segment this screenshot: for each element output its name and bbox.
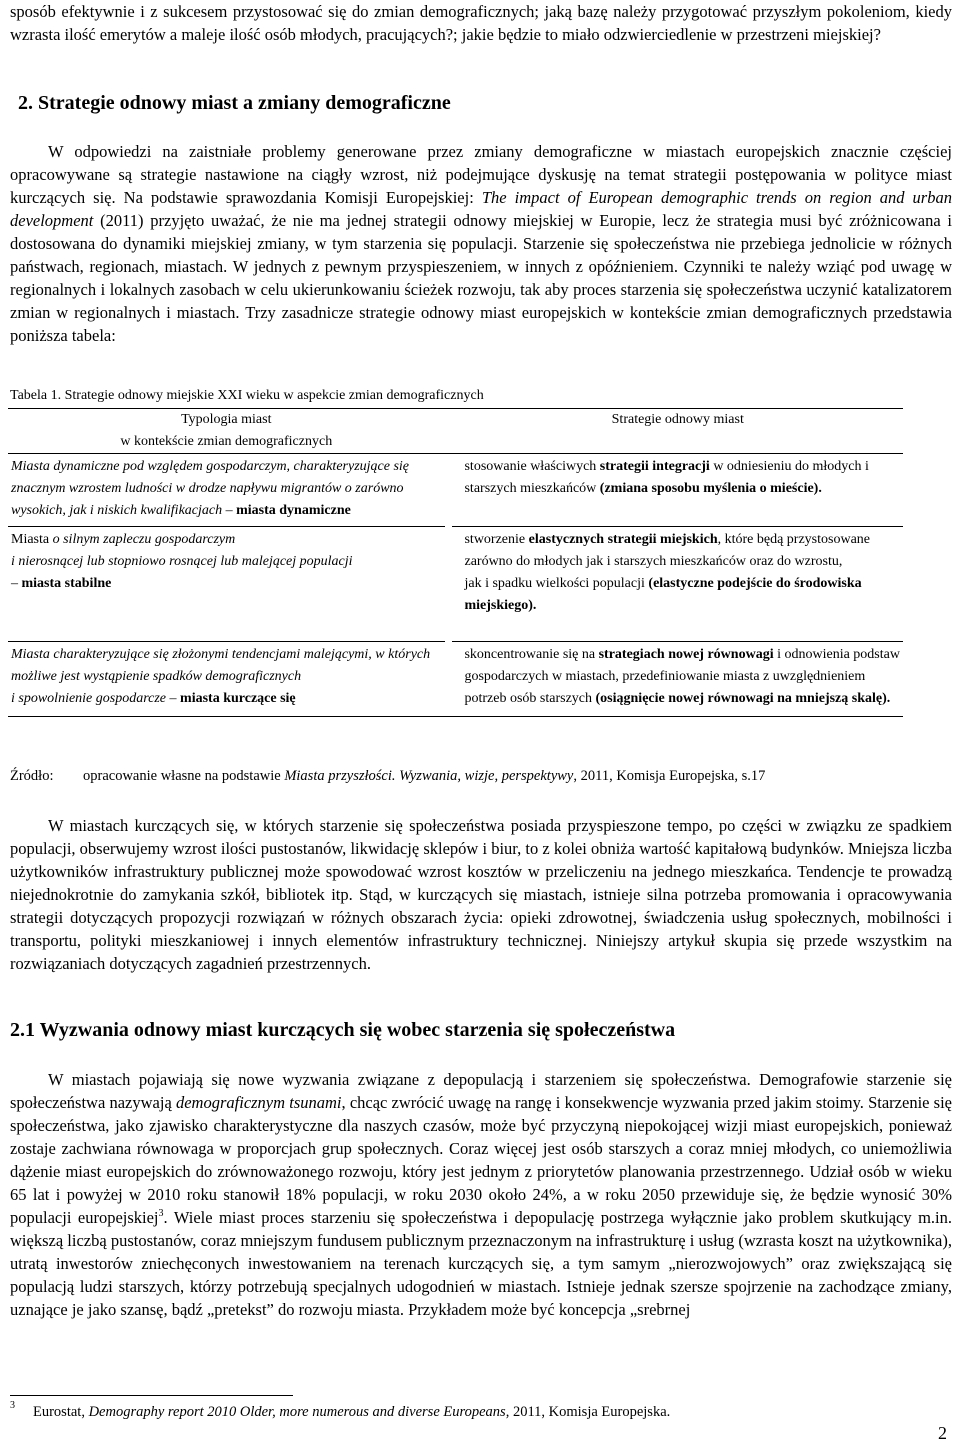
- section-2-1-paragraph: [10, 1068, 952, 1321]
- row-1-strategy-bold-2: (zmiana sposobu myślenia o mieście).: [599, 481, 822, 496]
- report-title: The impact of European demographic trends on region and urban development: [10, 188, 952, 230]
- row-3-typology-italic: Miasta charakteryzujące się złożonymi tendencjami malejącymi, w których możliwe jest wystąpienie spadków demograficznych: [11, 647, 431, 684]
- row-2-typology-italic-2: i nierosnącej lub stopniowo rosnącej lub malejącej populacji: [11, 554, 353, 569]
- column-gap: [445, 409, 453, 454]
- row-3-strategy-bold-1: strategiach nowej równowagi: [598, 647, 774, 662]
- row-1-typology-italic: Miasta dynamiczne pod względem gospodarczym, charakteryzujące się znacznym wzrostem ludności w drodze napływu migrantów o zarówno wysokich, jak i niskich kwalifikacjach: [11, 459, 410, 518]
- table-row: [8, 642, 903, 717]
- section-2-1-heading: 2.1 Wyzwania odnowy miast kurczących się wobec starzenia się społeczeństwa: [10, 1019, 676, 1041]
- row-2-typology-text: Miasta: [11, 532, 53, 547]
- row-2-strategy-bold-2: (elastyczne podejście do środowiska miejskiego).: [464, 576, 862, 613]
- row-2-strategy-text-1: stworzenie: [464, 532, 529, 547]
- source-title: Miasta przyszłości. Wyzwania, wizje, perspektywy: [284, 768, 574, 784]
- section-2-1-text-c: . Wiele miast proces starzeniu się społeczeństwa i depopulację postrzega wyłącznie jako problem skutkujący m.in. większą liczbą pustostanów, coraz mniejszym fundusem publicznym przeznaczonym na infrastrukturę i usług (wzrasta koszt na użytkownika), utratą inwestorów zniechęconych inwestowaniem na terenach kurczących się, a tym samym „nierozwojowych” oraz zwiększającą się populacją ludzi starszych, którzy potrzebują specjalnych udogodnień w miastach. Istnieje jednak szersze spojrzenie na zachodzące zmiany, uznające je jako szansę, bądź „pretekst” do rozwoju miasta. Przykładem może być koncepcja „srebrnej: [10, 1208, 952, 1319]
- footnote-text-1: Eurostat,: [33, 1404, 89, 1420]
- shrinking-cities-paragraph: W miastach kurczących się, w których starzenie się społeczeństwa posiada przyspieszone tempo, po części w związku ze spadkiem populacji, obserwujemy wzrost ilości pustostanów, likwidację sklepów i biur, to z kolei obniża wartość kapitałową budynków. Mniejsza liczba użytkowników infrastruktury publicznej może spowodować wzrost kosztów w przeliczeniu na jednego mieszkańca. Tendencje te prowadzą niejednokrotnie do zamykania szkół, bibliotek itp. Stąd, w kurczących się miastach, istnieje silna potrzeba promowania i opracowywania strategii dotyczących propozycji rozwiązań w różnych obszarach życia: opieki zdrowotnej, świadczenia usług społecznych, mobilności i transportu, polityki mieszkaniowej i innych elementów infrastruktury technicznej. Niniejszy artykuł skupia się przede wszystkim na rozwiązaniach dotyczących zagadnień przestrzennych.: [10, 816, 952, 973]
- row-3-typology-italic-2: i spowolnienie gospodarcze: [11, 691, 167, 706]
- section-2-text-a: W odpowiedzi na zaistniałe problemy generowane przez zmiany demograficzne w miastach europejskich znacznie częściej opracowywane są strategie nastawione na ciągły wzrost, niż podejmujące dyskusję na temat strategii postępowania w polityce miast kurczących się.: [10, 142, 952, 207]
- footnote-title: Demography report 2010 Older, more numerous and diverse Europeans: [88, 1404, 506, 1420]
- row-2-strategy: [452, 527, 903, 642]
- footnote-number: 3: [10, 1400, 15, 1411]
- column-header-strategies: Strategie odnowy miast: [452, 409, 903, 454]
- source-text-2: , 2011, Komisja Europejska, s.17: [573, 768, 766, 784]
- row-1-typology: [8, 454, 445, 527]
- footnote-text-2: , 2011, Komisja Europejska.: [505, 1404, 671, 1420]
- strategies-table: [8, 408, 903, 717]
- footnote: [10, 1402, 670, 1422]
- section-2-heading: 2. Strategie odnowy miast a zmiany demograficzne: [18, 92, 451, 114]
- row-2-strategy-bold-1: elastycznych strategii miejskich: [528, 532, 718, 547]
- row-2-dash: –: [11, 576, 22, 591]
- row-1-strategy-text-1: stosowanie właściwych: [464, 459, 600, 474]
- section-2-paragraph: [10, 140, 952, 347]
- section-2-1-text-b: , chcąc zwrócić uwagę na rangę i konsekwencje wyzwania przed jakim stoimy. Starzenie się społeczeństwa, jako zjawisko charakterystyczne dla naszych czasów, może być przyczyną niepokojącej wizji miast europejskich, ponieważ zostaje zachwiana równowaga w proporcjach grup społecznych. Coraz więcej jest osób starszych a coraz mniej młodych, co uniemożliwia dążenie miast europejskich do zrównoważonego rozwoju, który jest jednym z priorytetów planowania przestrzennego. Udział osób w wieku 65 lat i powyżej w 2010 roku stanowił 18% populacji, w roku 2030 około 24%, a w roku 2050 przewiduje się, że będzie wynosić 30% populacji europejskiej: [10, 1093, 952, 1227]
- row-2-typology: [8, 527, 445, 642]
- source-label: Źródło:: [10, 768, 54, 784]
- row-2-strategy-text-3: jak i spadku wielkości populacji: [464, 576, 649, 591]
- source-text-1: opracowanie własne na podstawie: [83, 768, 285, 784]
- page-number: 2: [938, 1423, 947, 1443]
- row-3-city-type: miasta kurczące się: [180, 691, 296, 706]
- table-row: [8, 454, 903, 527]
- row-1-dash: –: [222, 503, 237, 518]
- row-1-strategy: [452, 454, 903, 527]
- row-3-strategy-text-1: skoncentrowanie się na: [464, 647, 599, 662]
- row-1-city-type: miasta dynamiczne: [236, 503, 351, 518]
- table-header-row: [8, 409, 903, 454]
- footnote-divider: [10, 1395, 293, 1396]
- column-header-typology-line1: Typologia miast: [181, 412, 272, 427]
- intro-paragraph: [10, 0, 952, 46]
- table-source: [10, 766, 765, 786]
- row-gap: [445, 454, 453, 527]
- section-2-text-b: Na podstawie sprawozdania Komisji Europejskiej:: [115, 188, 482, 207]
- row-3-strategy-text-2: i odnowienia podstaw gospodarczych w miastach, przedefiniowanie miasta z uwzględnieniem potrzeb osób starszych: [464, 647, 900, 706]
- row-2-typology-italic: o silnym zapleczu gospodarczym: [52, 532, 236, 547]
- row-gap: [445, 642, 453, 717]
- demographic-tsunami-term: demograficznym tsunami: [175, 1093, 342, 1112]
- intro-text: sposób efektywnie i z sukcesem przystosować się do zmian demograficznych; jaką bazę należy przygotować przyszłym pokoleniom, kiedy wzrasta ilość emerytów a maleje ilość osób młodych, pracujących?; jakie będzie to miało odzwierciedlenie w przestrzeni miejskiej?: [10, 2, 952, 44]
- footnote-reference[interactable]: 3: [158, 1208, 164, 1219]
- row-gap: [445, 527, 453, 642]
- row-1-strategy-bold-1: strategii integracji: [599, 459, 710, 474]
- row-3-dash: –: [166, 691, 181, 706]
- row-2-strategy-text-2: , które będą przystosowane zarówno do młodych jak i starszych mieszkańców oraz do wzrostu,: [464, 532, 871, 569]
- row-3-strategy-bold-2: (osiągnięcie nowej równowagi na mniejszą skalę).: [595, 691, 891, 706]
- row-3-strategy: [452, 642, 903, 717]
- column-header-typology-line2: w kontekście zmian demograficznych: [120, 434, 333, 449]
- table-caption: Tabela 1. Strategie odnowy miejskie XXI wieku w aspekcie zmian demograficznych: [10, 388, 484, 403]
- section-2-text-c: (2011) przyjęto uważać, że nie ma jednej strategii odnowy miejskiej w Europie, lecz że strategia musi być zróżnicowana i dostosowana do dynamiki miejskiej zmiany, w tym starzenia się populacji. Starzenie się społeczeństwa nie przebiega jednolicie w różnych państwach, regionach, miastach. W jednych z pewnym przyspieszeniem, w innych z opóźnieniem. Czynniki te należy wziąć pod uwagę w regionalnych i lokalnych zasobach w celu ukierunkowaniu ścieżek rozwoju, tak aby proces starzenia się społeczeństwa uczynić katalizatorem zmian w regionalnych i miastach. Trzy zasadnicze strategie odnowy miast europejskich w kontekście zmian demograficznych przedstawia poniższa tabela:: [10, 211, 952, 345]
- section-2-1-text-a: W miastach pojawiają się nowe wyzwania związane z depopulacją i starzeniem się społeczeństwa. Demografowie starzenie się społeczeństwa nazywają: [10, 1070, 952, 1112]
- row-1-strategy-text-2: w odniesieniu do młodych i starszych mieszkańców: [464, 459, 869, 496]
- row-3-typology: [8, 642, 445, 717]
- column-header-typology: [8, 409, 445, 454]
- table-row: [8, 527, 903, 642]
- row-2-city-type: miasta stabilne: [21, 576, 112, 591]
